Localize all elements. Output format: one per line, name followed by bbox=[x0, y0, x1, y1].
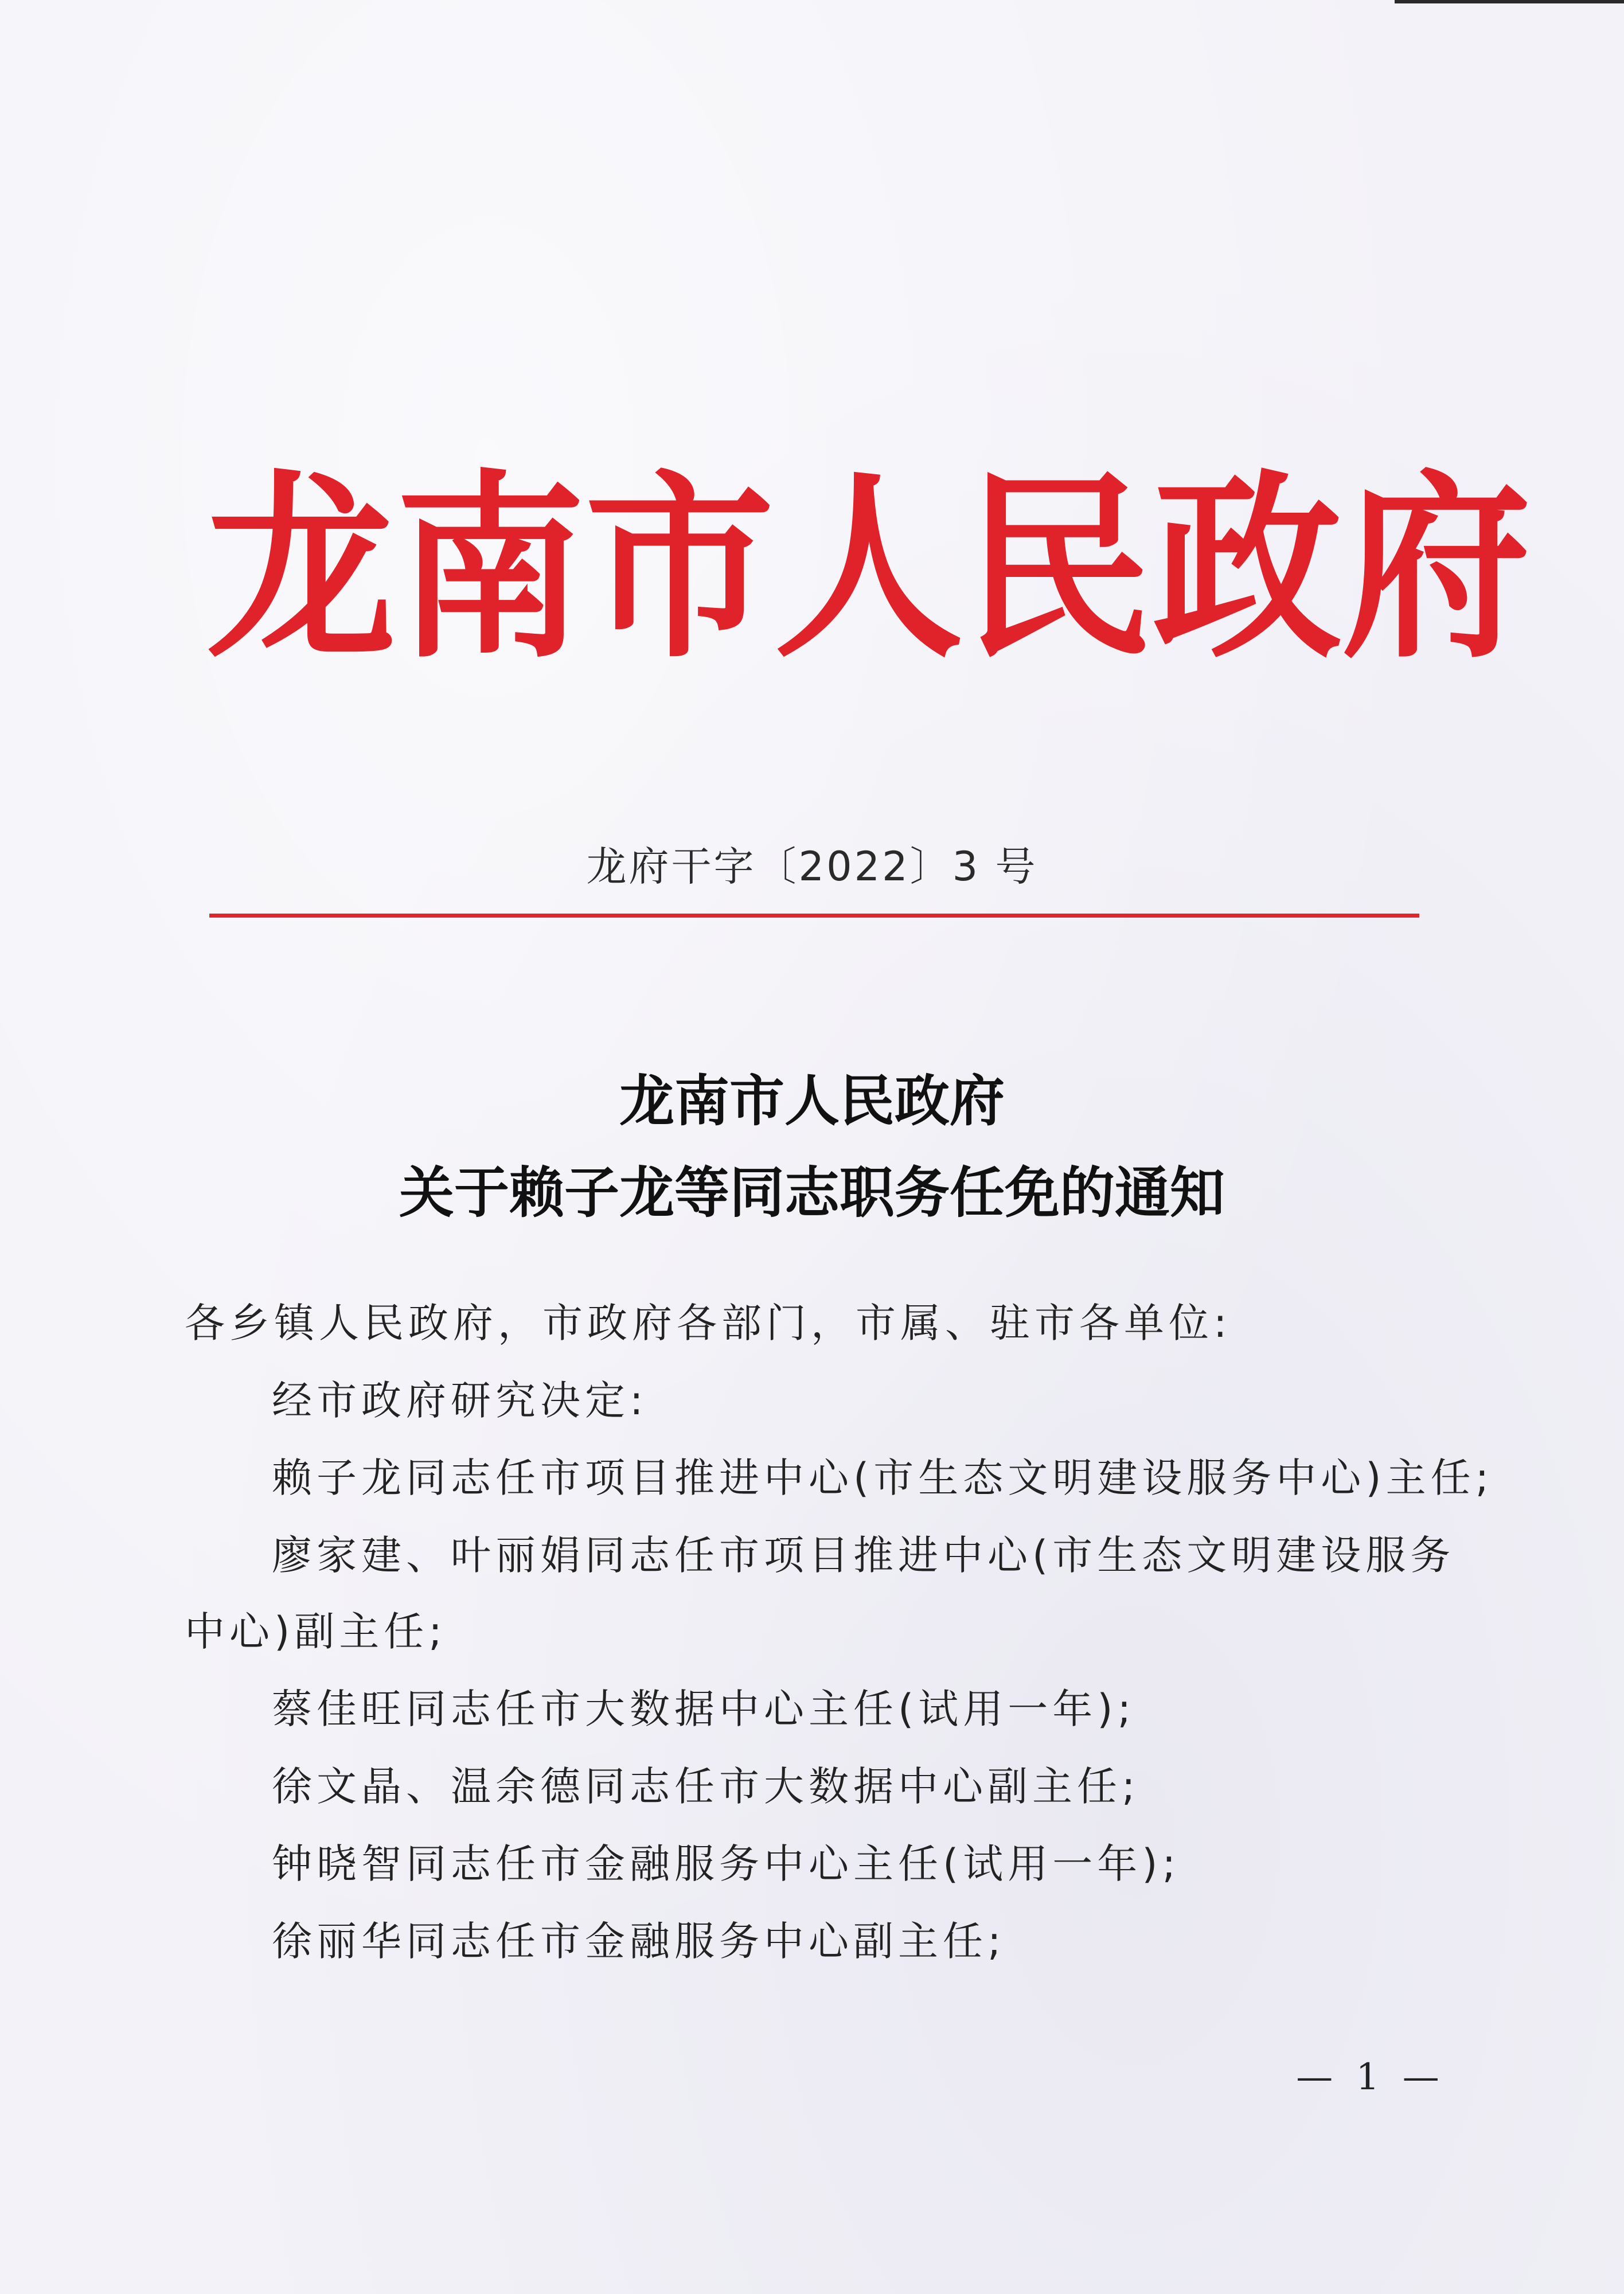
body-line: 徐文晶、温余德同志任市大数据中心副主任; bbox=[272, 1763, 1140, 1810]
body-line: 中心)副主任; bbox=[185, 1608, 447, 1655]
masthead-char: 府 bbox=[1342, 451, 1531, 685]
masthead-char: 政 bbox=[1153, 451, 1342, 685]
page-number: — 1 — bbox=[1296, 2056, 1445, 2098]
masthead-char: 民 bbox=[963, 451, 1153, 685]
body-line: 廖家建、叶丽娟同志任市项目推进中心(市生态文明建设服务 bbox=[272, 1532, 1455, 1579]
masthead-char: 南 bbox=[396, 451, 585, 685]
masthead-char: 人 bbox=[774, 451, 963, 685]
body-line: 赖子龙同志任市项目推进中心(市生态文明建设服务中心)主任; bbox=[272, 1454, 1494, 1501]
body-line: 经市政府研究决定: bbox=[272, 1377, 648, 1424]
body-line: 徐丽华同志任市金融服务中心副主任; bbox=[272, 1918, 1006, 1965]
masthead-char: 市 bbox=[585, 451, 774, 685]
title-line-1: 龙南市人民政府 bbox=[619, 1068, 1005, 1133]
body-line: 钟晓智同志任市金融服务中心主任(试用一年); bbox=[272, 1840, 1181, 1887]
red-separator-line bbox=[209, 914, 1419, 918]
salutation: 各乡镇人民政府，市政府各部门，市属、驻市各单位: bbox=[185, 1300, 1232, 1347]
red-masthead bbox=[206, 447, 1531, 688]
title-line-2: 关于赖子龙等同志职务任免的通知 bbox=[399, 1160, 1225, 1225]
document-number: 龙府干字〔2022〕3 号 bbox=[586, 843, 1038, 890]
document-title bbox=[0, 1055, 1624, 1239]
scan-edge-mark bbox=[1395, 0, 1624, 3]
body-line: 蔡佳旺同志任市大数据中心主任(试用一年); bbox=[272, 1686, 1136, 1733]
masthead-char: 龙 bbox=[206, 451, 396, 685]
